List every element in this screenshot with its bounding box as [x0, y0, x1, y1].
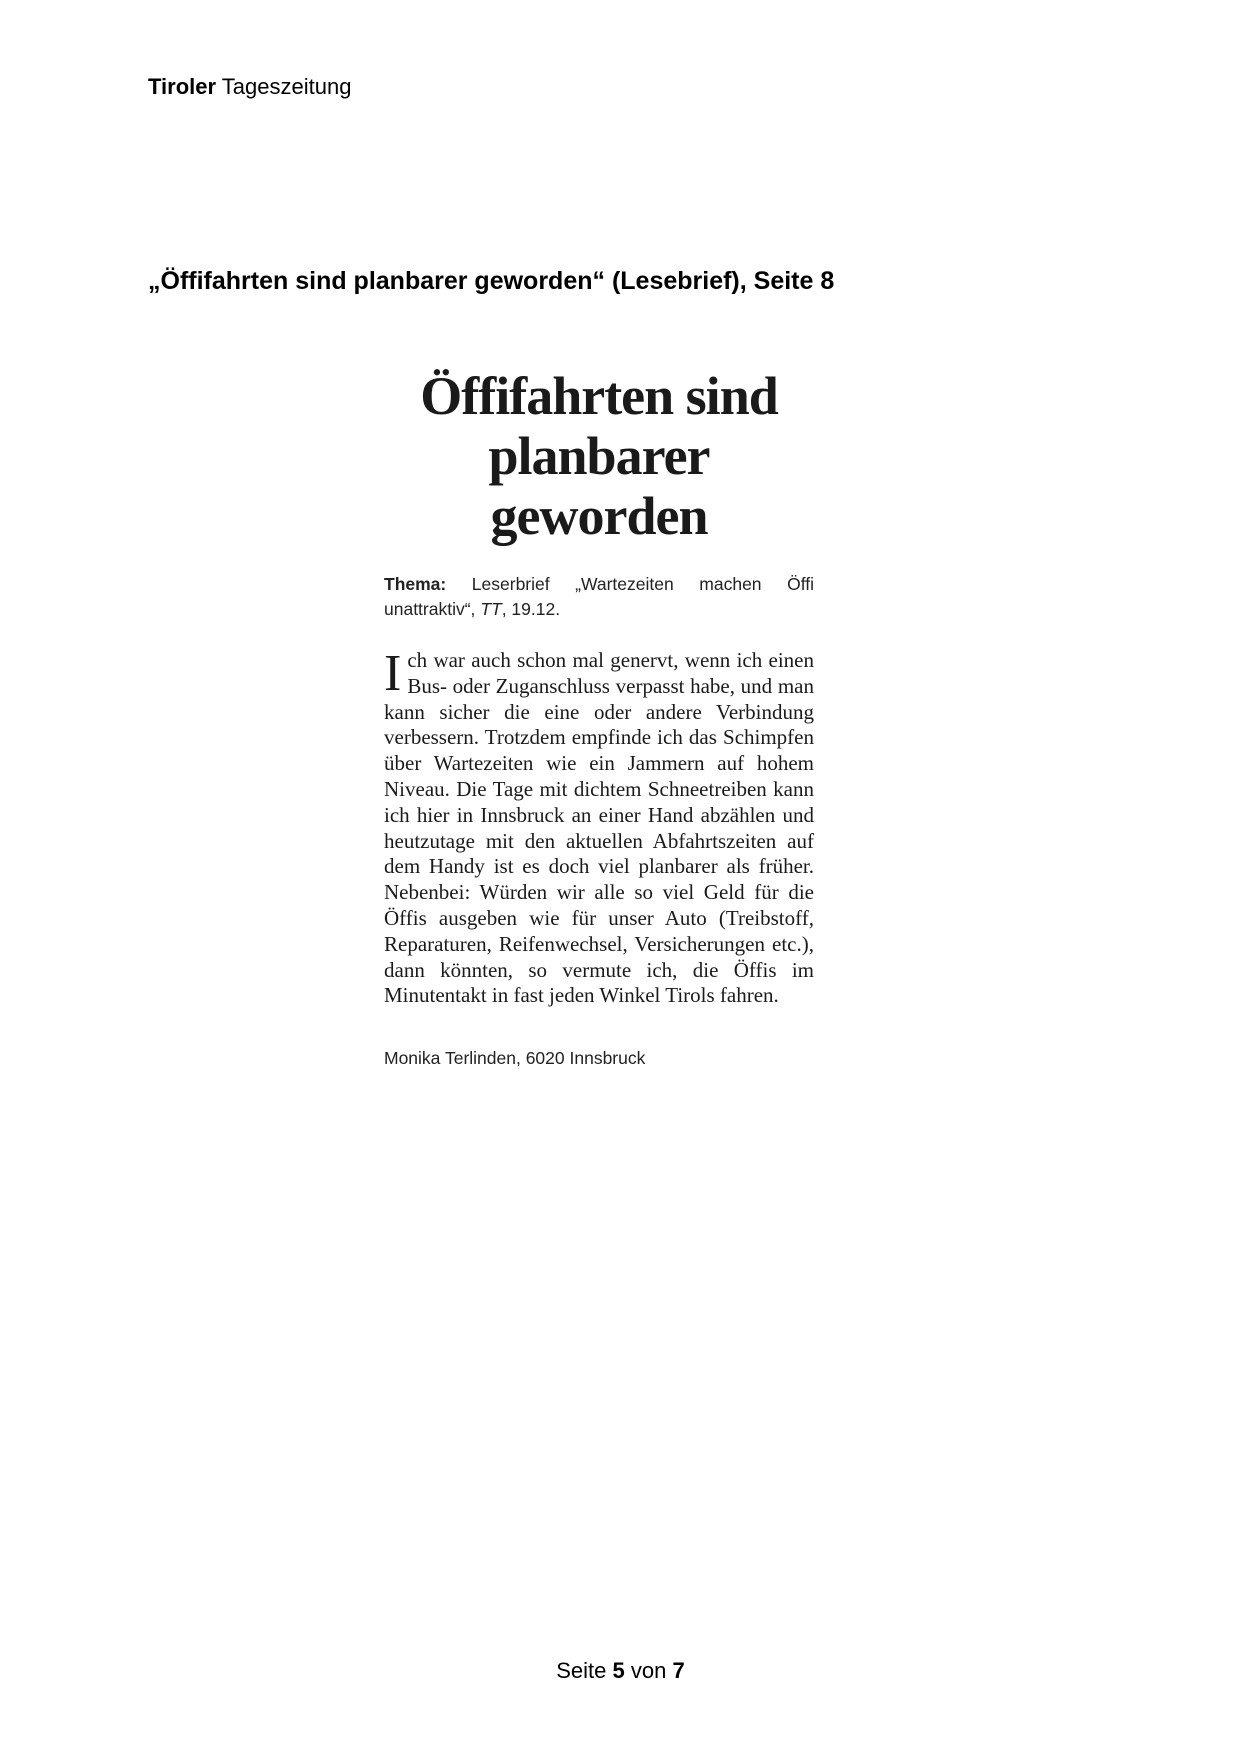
article-topic: [384, 572, 814, 622]
header-brand-bold: Tiroler: [148, 74, 217, 99]
document-title: „Öffifahrten sind planbarer geworden“ (Lesebrief), Seite 8: [148, 267, 835, 295]
article-author: Monika Terlinden, 6020 Innsbruck: [384, 1048, 646, 1069]
article-body: [384, 645, 814, 1009]
topic-source: TT: [480, 599, 502, 619]
footer-current-page: 5: [612, 1658, 625, 1683]
footer-total-pages: 7: [672, 1658, 685, 1683]
footer-separator: von: [630, 1658, 667, 1683]
topic-text: Leserbrief „Wartezeiten machen Öffi unattraktiv“,: [384, 574, 814, 619]
article-body-text: ch war auch schon mal genervt, wenn ich einen Bus- oder Zuganschluss verpasst habe, und man kann sicher die eine oder andere Verbindung verbessern. Trotzdem empfinde ich das Schimpfen über Wartezeiten wie ein Jammern auf hohem Niveau. Die Tage mit dichtem Schneetreiben kann ich hier in Innsbruck an einer Hand abzählen und heutzutage mit den aktuellen Abfahrtszeiten auf dem Handy ist es doch viel planbarer als früher. Nebenbei: Würden wir alle so viel Geld für die Öffis ausgeben wie für unser Auto (Treibstoff, Reparaturen, Reifenwechsel, Versicherungen etc.), dann könnten, so vermute ich, die Öffis im Minutentakt in fast jeden Winkel Tirols fahren.: [384, 648, 814, 1008]
footer-prefix: Seite: [556, 1658, 607, 1683]
document-header: [148, 74, 351, 100]
topic-date: , 19.12.: [501, 599, 561, 619]
page-footer: [0, 1658, 1241, 1684]
topic-label: Thema:: [384, 574, 447, 594]
article-headline: [384, 366, 814, 546]
headline-line-1: Öffifahrten sind: [420, 366, 778, 426]
headline-line-2: planbarer geworden: [488, 426, 710, 546]
newspaper-clipping: [384, 366, 814, 1069]
article-dropcap: I: [384, 645, 402, 702]
header-brand-regular: Tageszeitung: [221, 74, 352, 99]
